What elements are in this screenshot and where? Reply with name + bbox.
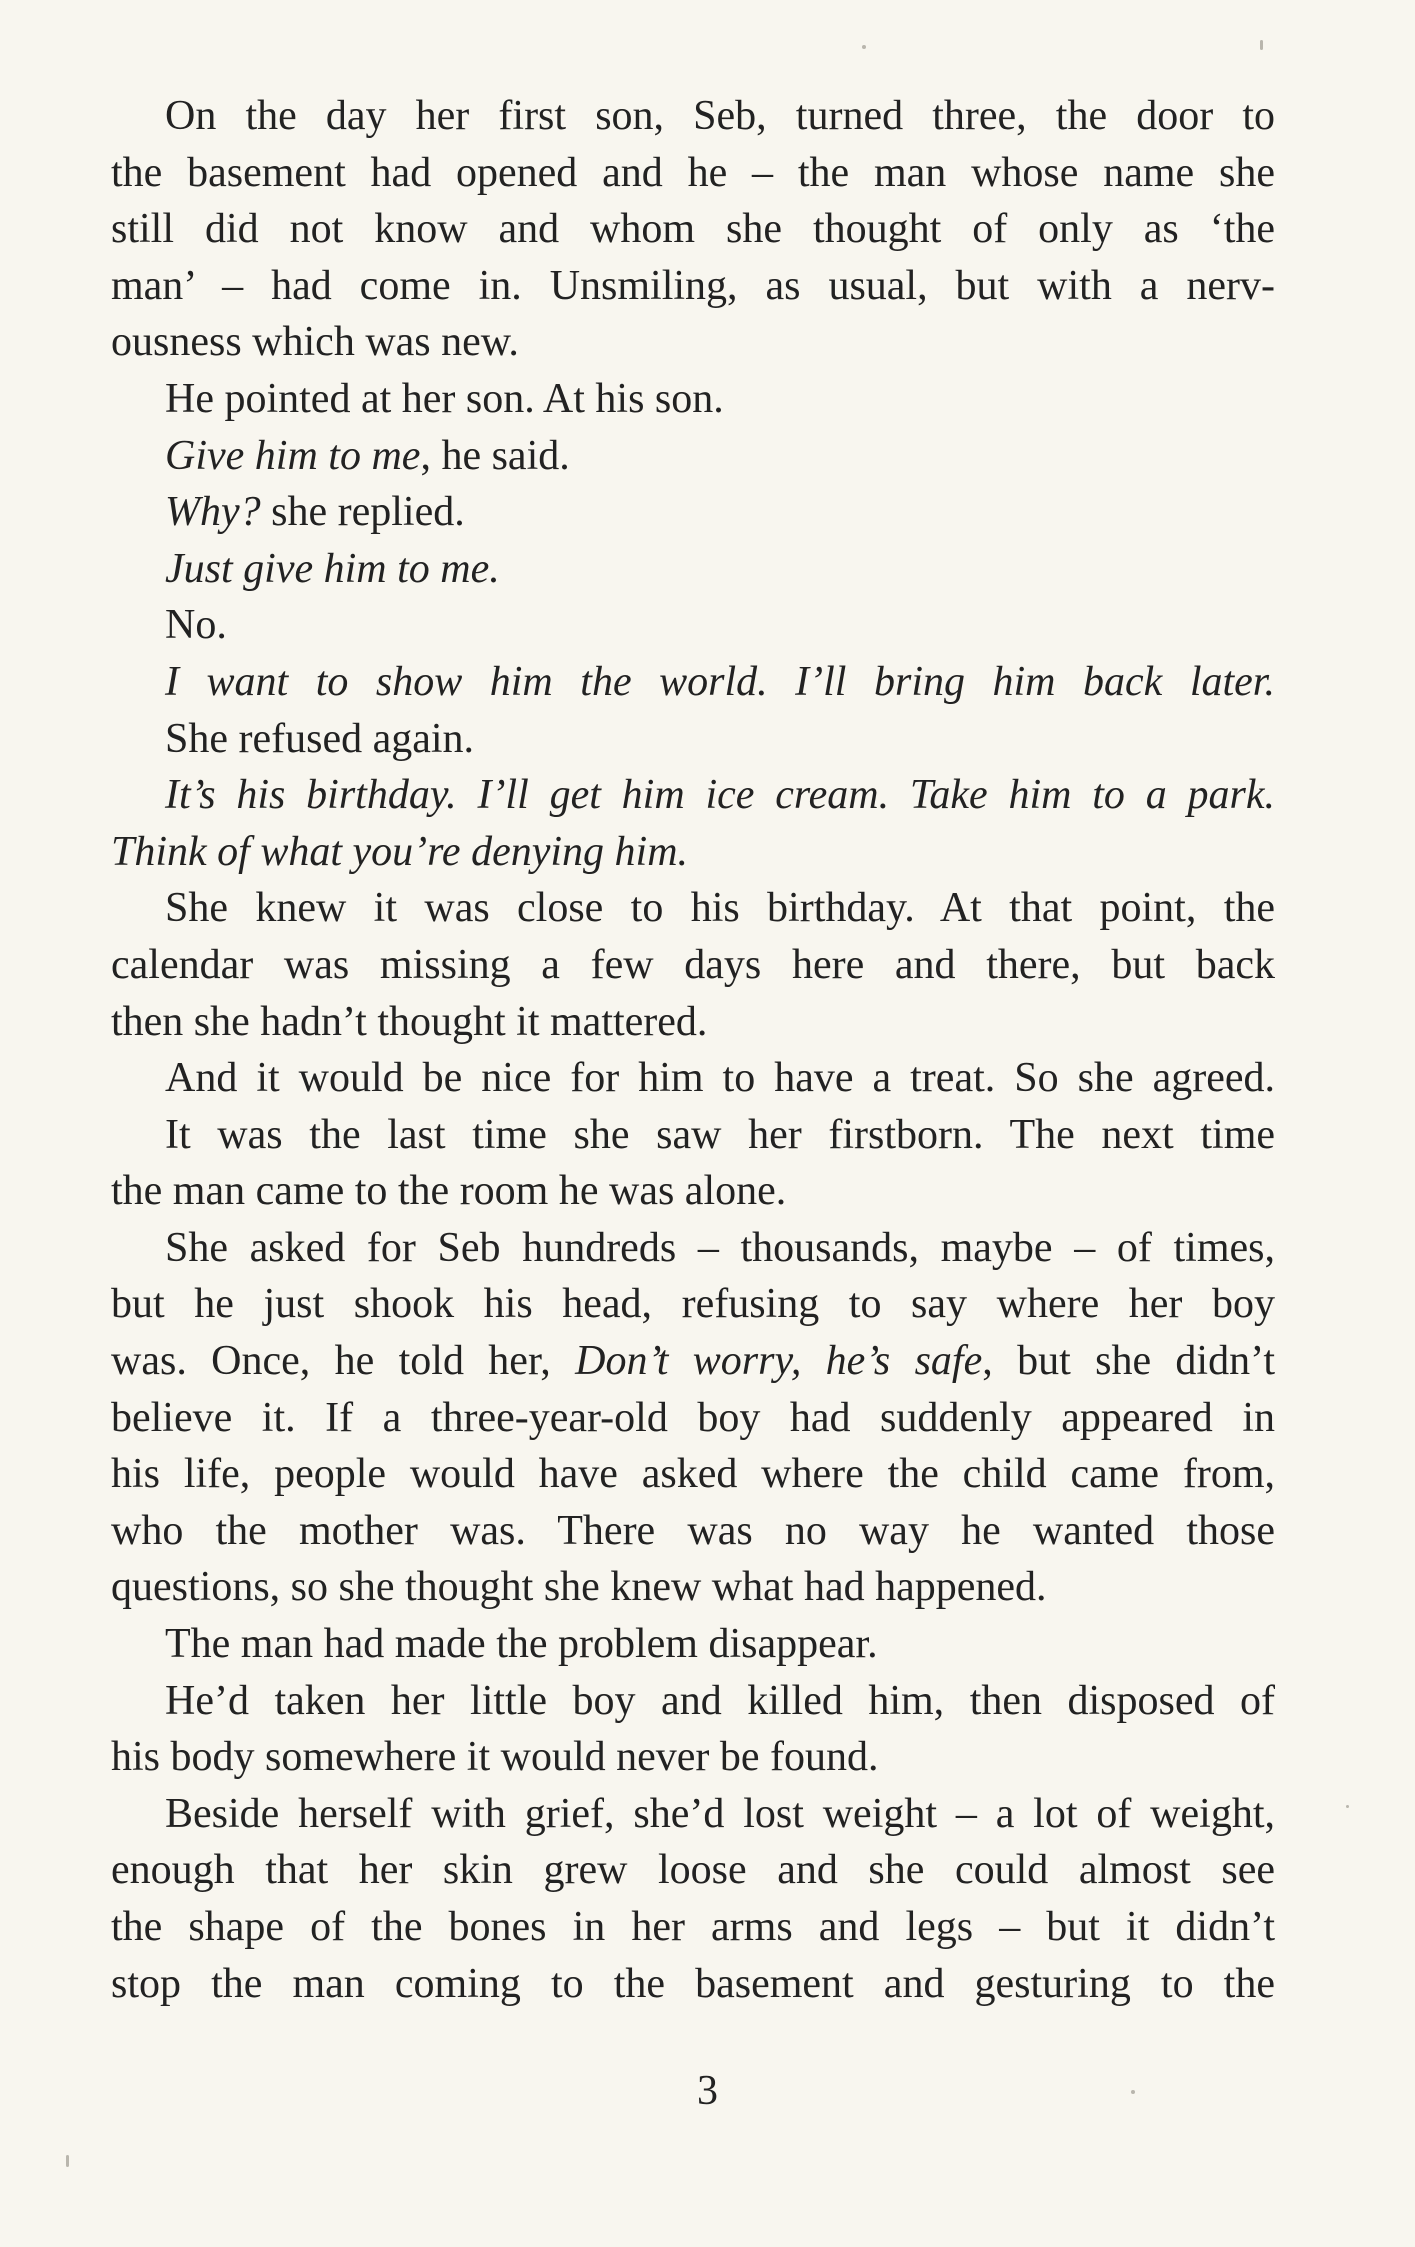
text-line (111, 1673, 1275, 1730)
paper-speck (1346, 1805, 1349, 1808)
text-segment: On the day her first son, Seb, turned three, the door to (165, 93, 1275, 139)
text-segment: She knew it was close to his birthday. At that point, the (165, 885, 1275, 932)
text-line (111, 1220, 1275, 1277)
text-segment: questions, so she thought she knew what had happened. (111, 1564, 1047, 1611)
paper-speck (66, 2155, 69, 2167)
text-segment: the basement had opened and he – the man whose name she (111, 149, 1275, 196)
text-segment: his body somewhere it would never be found. (111, 1734, 879, 1781)
text-line (111, 1616, 1275, 1673)
text-line (111, 1729, 1275, 1786)
text-line (111, 428, 1275, 485)
text-segment: the shape of the bones in her arms and legs – but it didn’t (111, 1904, 1275, 1950)
text-line (111, 597, 1275, 654)
italic-dialogue: Just give him to me. (165, 545, 500, 592)
italic-dialogue: Think of what you’re denying him. (111, 828, 689, 875)
text-segment: the man came to the room he was alone. (111, 1168, 787, 1215)
text-line (111, 1446, 1275, 1503)
text-line (111, 1559, 1275, 1616)
text-segment: She asked for Seb hundreds – thousands, maybe – of times, (165, 1224, 1275, 1271)
text-segment: still did not know and whom she thought of only as ‘the (111, 206, 1275, 253)
page-number: 3 (697, 2068, 718, 2114)
text-segment: Beside herself with grief, she’d lost weight – a lot of weight, (165, 1790, 1275, 1837)
text-line (111, 314, 1275, 371)
text-line (111, 145, 1275, 202)
text-segment: she replied. (260, 489, 465, 536)
text-line (111, 484, 1275, 541)
text-segment: He pointed at her son. At his son. (165, 375, 724, 422)
text-segment: He’d taken her little boy and killed him, then disposed of (165, 1677, 1275, 1724)
text-segment: No. (165, 602, 227, 649)
text-segment: And it would be nice for him to have a treat. So she agreed. (165, 1055, 1275, 1102)
italic-dialogue: It’s his birthday. I’ll get him ice cream. Take him to a park. (165, 772, 1275, 819)
text-segment: enough that her skin grew loose and she could almost see (111, 1847, 1275, 1894)
italic-dialogue: Why? (165, 489, 261, 536)
text-line (111, 1503, 1275, 1560)
text-segment: , but she didn’t (982, 1338, 1275, 1385)
text-segment: It was the last time she saw her firstborn. The next time (165, 1111, 1275, 1158)
text-line (111, 1899, 1275, 1956)
text-segment: stop the man coming to the basement and gesturing to the (111, 1960, 1275, 2007)
paper-speck (862, 45, 866, 49)
text-line (111, 1050, 1275, 1107)
text-segment: , he said. (420, 432, 570, 479)
text-line (111, 994, 1275, 1051)
italic-dialogue: Give him to me (165, 432, 421, 479)
text-line (111, 1333, 1275, 1390)
text-line (111, 1107, 1275, 1164)
paper-speck (1260, 40, 1263, 50)
text-line (111, 880, 1275, 937)
italic-dialogue: I want to show him the world. I’ll bring him back later. (165, 658, 1275, 705)
text-line (111, 767, 1275, 824)
text-line (111, 1842, 1275, 1899)
text-line (111, 1956, 1275, 2013)
text-segment: who the mother was. There was no way he wanted those (111, 1507, 1275, 1554)
text-line (111, 1390, 1275, 1447)
text-line (111, 1786, 1275, 1843)
text-line (111, 711, 1275, 768)
text-segment: man’ – had come in. Unsmiling, as usual, but with a nerv- (111, 262, 1275, 309)
text-line (111, 201, 1275, 258)
text-segment: believe it. If a three-year-old boy had suddenly appeared in (111, 1394, 1275, 1441)
text-segment: calendar was missing a few days here and there, but back (111, 941, 1275, 988)
text-segment: but he just shook his head, refusing to say where her boy (111, 1281, 1275, 1328)
paper-speck (1131, 2090, 1135, 2094)
text-line (111, 824, 1275, 881)
text-line (111, 88, 1275, 145)
text-segment: ousness which was new. (111, 319, 519, 366)
text-line (111, 258, 1275, 315)
body-text (111, 88, 1275, 2012)
text-segment: his life, people would have asked where the child came from, (111, 1451, 1275, 1498)
text-segment: The man had made the problem disappear. (165, 1621, 878, 1668)
text-line (111, 371, 1275, 428)
text-line (111, 654, 1275, 711)
text-line (111, 937, 1275, 994)
text-segment: then she hadn’t thought it mattered. (111, 998, 708, 1045)
text-segment: She refused again. (165, 715, 475, 762)
text-line (111, 541, 1275, 598)
italic-dialogue: Don’t worry, he’s safe (575, 1338, 983, 1385)
text-line (111, 1163, 1275, 1220)
text-segment: was. Once, he told her, (111, 1338, 576, 1385)
text-line (111, 1276, 1275, 1333)
